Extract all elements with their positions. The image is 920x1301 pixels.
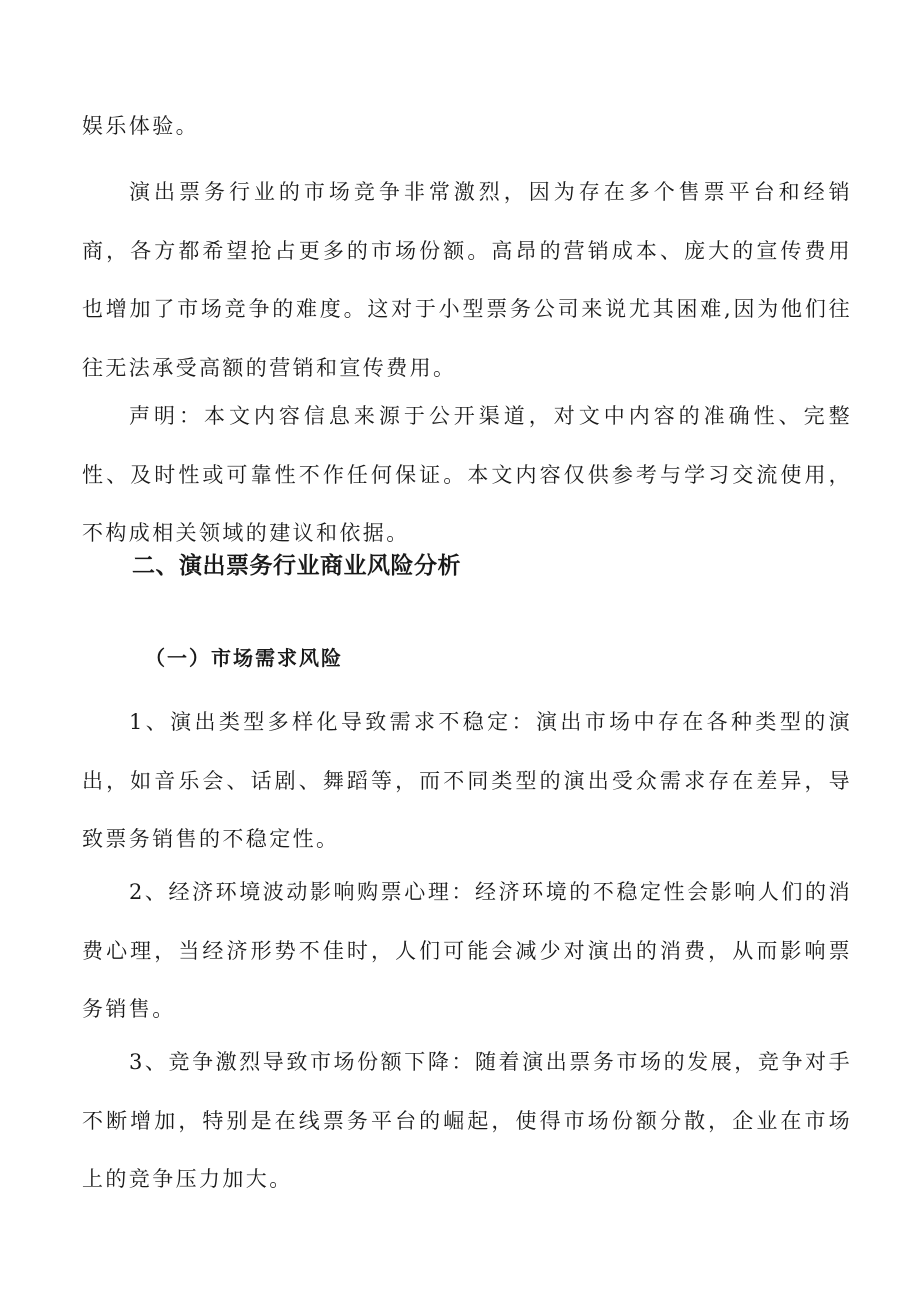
disclaimer-paragraph: 声明：本文内容信息来源于公开渠道，对文中内容的准确性、完整性、及时性或可靠性不作任何保证。本文内容仅供参考与学习交流使用，不构成相关领域的建议和依据。	[82, 404, 852, 545]
section-heading: 二、演出票务行业商业风险分析	[132, 553, 461, 579]
risk-item-2: 2、经济环境波动影响购票心理：经济环境的不稳定性会影响人们的消费心理，当经济形势不佳时，人们可能会减少对演出的消费，从而影响票务销售。	[82, 880, 852, 1021]
subsection-heading: （一）市场需求风险	[145, 646, 343, 670]
competition-paragraph: 演出票务行业的市场竞争非常激烈，因为存在多个售票平台和经销商，各方都希望抢占更多的市场份额。高昂的营销成本、庞大的宣传费用也增加了市场竞争的难度。这对于小型票务公司来说尤其困难,因为他们往往无法承受高额的营销和宣传费用。	[82, 180, 852, 380]
risk-item-3: 3、竞争激烈导致市场份额下降：随着演出票务市场的发展，竞争对手不断增加，特别是在线票务平台的崛起，使得市场份额分散，企业在市场上的竞争压力加大。	[82, 1050, 852, 1191]
risk-item-1: 1、演出类型多样化导致需求不稳定：演出市场中存在各种类型的演出，如音乐会、话剧、舞蹈等，而不同类型的演出受众需求存在差异，导致票务销售的不稳定性。	[82, 710, 852, 851]
continuation-paragraph: 娱乐体验。	[82, 114, 199, 138]
